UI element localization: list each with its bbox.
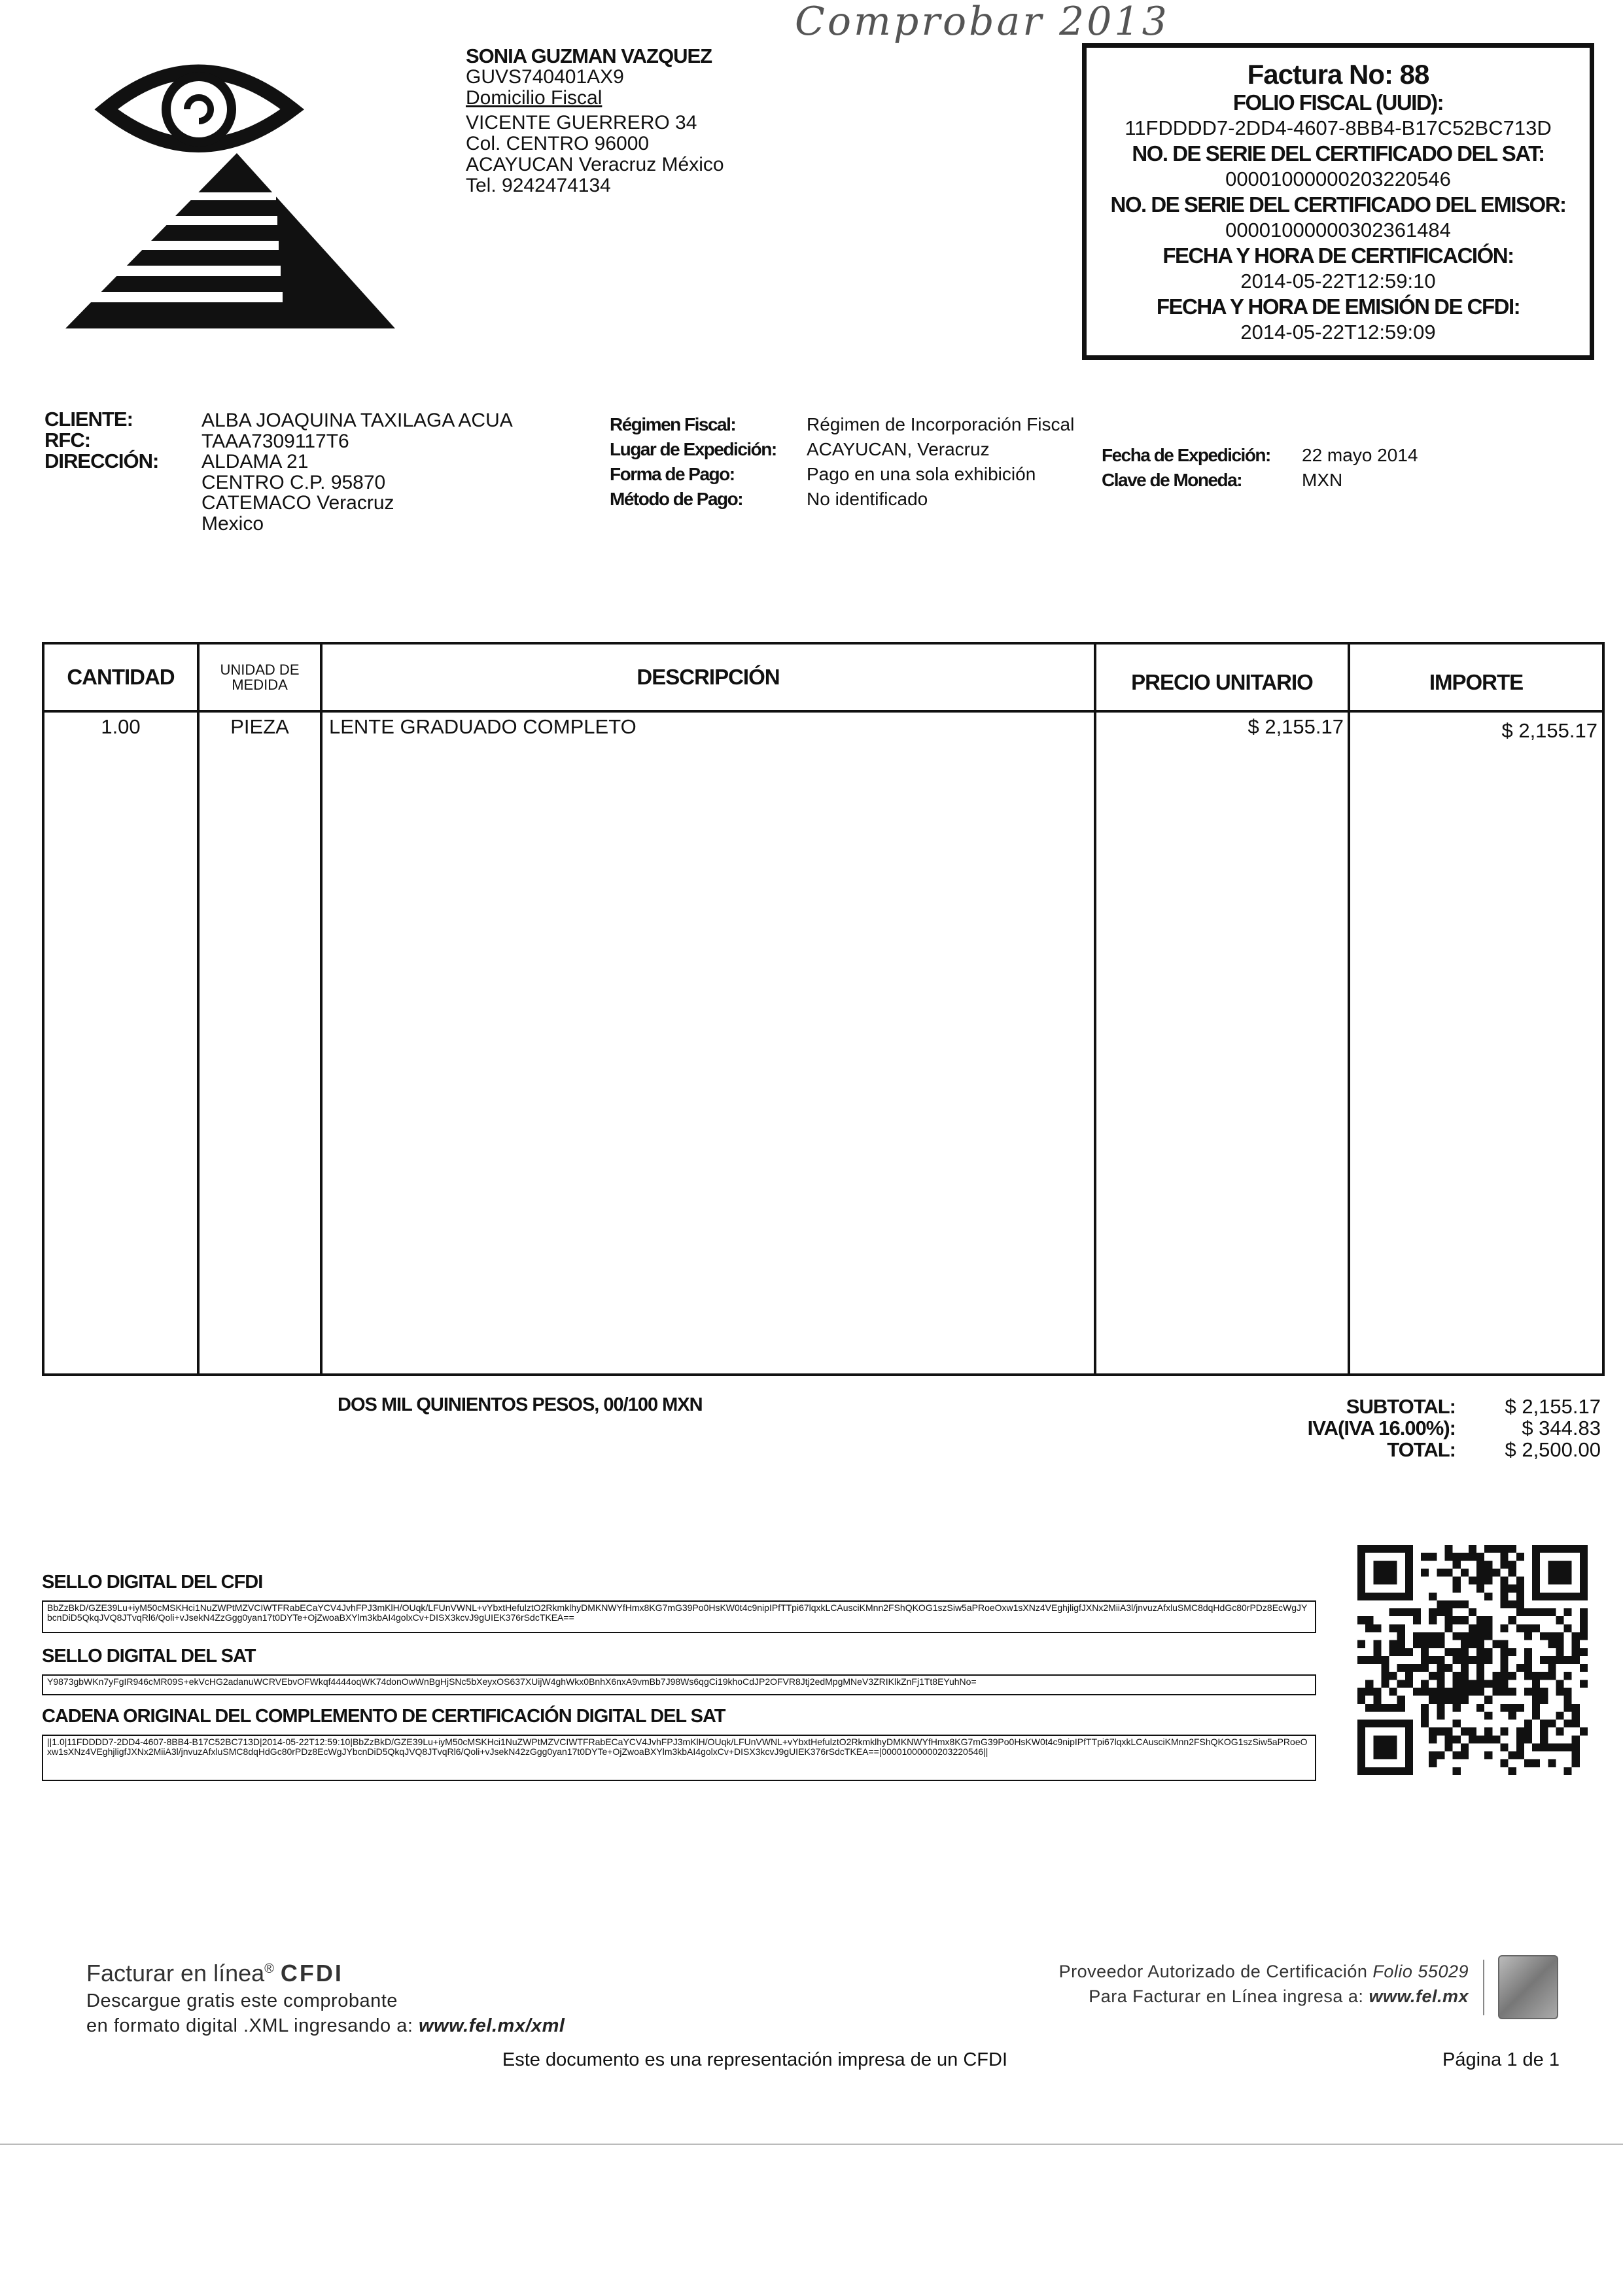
header-unidad [200, 645, 320, 710]
header-importe: IMPORTE [1429, 670, 1524, 694]
header-unidad-line1: UNIDAD DE [220, 662, 300, 678]
totals-values [1465, 1396, 1601, 1460]
rfc-label: RFC: [44, 429, 91, 451]
fecha-moneda-values [1302, 443, 1418, 493]
pac-line2-prefix: Para Facturar en Línea ingresa a: [1089, 1987, 1369, 2006]
subtotal-label: SUBTOTAL: [1346, 1395, 1456, 1418]
representation-note: Este documento es una representación impresa de un CFDI [502, 2049, 1007, 2070]
header-precio: PRECIO UNITARIO [1131, 670, 1313, 694]
iva-value: $ 344.83 [1522, 1417, 1601, 1439]
header-descripcion: DESCRIPCIÓN [637, 665, 780, 689]
moneda-label: Clave de Moneda: [1102, 470, 1242, 490]
header-cantidad: CANTIDAD [67, 665, 175, 689]
fecha-emision-value: 2014-05-22T12:59:09 [1240, 321, 1436, 344]
footer-line1: Descargue gratis este comprobante [86, 1990, 398, 2011]
row-descripcion: LENTE GRADUADO COMPLETO [329, 715, 637, 738]
factura-box [1082, 43, 1594, 360]
lugar-label: Lugar de Expedición: [610, 439, 777, 459]
client-address-3: CATEMACO Veracruz [201, 492, 394, 514]
sello-cfdi-heading: SELLO DIGITAL DEL CFDI [42, 1572, 263, 1593]
forma-value: Pago en una sola exhibición [807, 464, 1036, 484]
client-address-2: CENTRO C.P. 95870 [201, 471, 386, 493]
header-unidad-line2: MEDIDA [232, 677, 288, 693]
folio-value: 11FDDDD7-2DD4-4607-8BB4-B17C52BC713D [1125, 116, 1552, 139]
metodo-value: No identificado [807, 489, 928, 509]
direccion-label: DIRECCIÓN: [44, 450, 159, 472]
metodo-label: Método de Pago: [610, 489, 743, 509]
issuer-phone: Tel. 9242474134 [466, 175, 611, 196]
pac-prefix: Proveedor Autorizado de Certificación [1058, 1962, 1373, 1981]
pac-line1 [553, 1962, 1469, 1982]
sat-seal-icon [1498, 1955, 1558, 2019]
issuer-colony: Col. CENTRO 96000 [466, 133, 650, 154]
pac-line2 [553, 1987, 1469, 2007]
lugar-value: ACAYUCAN, Veracruz [807, 439, 990, 459]
page-number: Página 1 de 1 [1442, 2049, 1560, 2070]
amount-in-words: DOS MIL QUINIENTOS PESOS, 00/100 MXN [338, 1394, 703, 1415]
table-col-divider [320, 645, 323, 1373]
issuer-street: VICENTE GUERRERO 34 [466, 112, 697, 133]
client-values [201, 410, 513, 534]
issuer-name: SONIA GUZMAN VAZQUEZ [466, 44, 712, 67]
footer-brand-reg: ® [264, 1962, 274, 1976]
row-importe: $ 2,155.17 [1501, 719, 1597, 742]
pac-link[interactable]: www.fel.mx [1369, 1987, 1469, 2006]
footer-line2-prefix: en formato digital .XML ingresando a: [86, 2015, 419, 2036]
table-col-divider [197, 645, 200, 1373]
row-precio: $ 2,155.17 [1248, 715, 1344, 738]
regimen-value: Régimen de Incorporación Fiscal [807, 414, 1075, 434]
fecha-cert-label: FECHA Y HORA DE CERTIFICACIÓN: [1162, 243, 1514, 268]
footer-brand-cfdi: CFDI [280, 1960, 343, 1987]
fecha-moneda-labels [1102, 443, 1270, 493]
moneda-value: MXN [1302, 470, 1343, 490]
client-labels [44, 409, 158, 472]
row-unidad: PIEZA [230, 715, 289, 738]
subtotal-value: $ 2,155.17 [1505, 1395, 1601, 1418]
issuer-domicilio-label: Domicilio Fiscal [466, 87, 602, 109]
footer-xml-link[interactable]: www.fel.mx/xml [418, 2015, 565, 2036]
client-rfc: TAAA7309117T6 [201, 430, 349, 452]
forma-label: Forma de Pago: [610, 464, 735, 484]
bottom-rule [0, 2144, 1623, 2145]
factura-number: Factura No: 88 [1247, 59, 1429, 90]
fiscal-labels [610, 412, 777, 512]
footer-brand [86, 1960, 343, 1987]
cadena-original-heading: CADENA ORIGINAL DEL COMPLEMENTO DE CERTIFICACIÓN DIGITAL DEL SAT [42, 1706, 725, 1727]
sello-sat-heading: SELLO DIGITAL DEL SAT [42, 1646, 256, 1667]
fiscal-values [807, 412, 1074, 512]
totals-labels [1217, 1396, 1456, 1460]
pac-folio: Folio 55029 [1372, 1962, 1469, 1981]
row-cantidad: 1.00 [101, 715, 141, 738]
iva-label: IVA(IVA 16.00%): [1307, 1417, 1456, 1439]
items-table [42, 642, 1605, 1376]
fecha-expedicion-label: Fecha de Expedición: [1102, 445, 1270, 465]
eye-pyramid-logo [60, 41, 400, 342]
issuer-rfc: GUVS740401AX9 [466, 66, 624, 88]
regimen-label: Régimen Fiscal: [610, 414, 736, 434]
fecha-cert-value: 2014-05-22T12:59:10 [1240, 270, 1436, 292]
sello-cfdi-box: BbZzBkD/GZE39Lu+iyM50cMSKHci1NuZWPtMZVCIWTFRabECaYCV4JvhFPJ3mKlH/OUqk/LFUnVWNL+vYbxtHefulztO2RkmklhyDMKNWYfHmx8KG7mG39Po0HsKW0t4c9nipIPfTTpi67lqxkLCAusciKMnn2FShQKOG1szSiw5aPRoeOxw1sXNz4VEghjligfJXNx2MiiA3l/jnvuzAfxluSMC8dqHdGc80rPDz8EcWgJYbcnDiD5QkqJVQ8JTvqRl6/Qoli+vJsekN4ZzGgg0yan17t0DYTe+OjZwoaBXYlm3kbAI4golxCv+DISX3kcvJ9gUIEK376rSdcTKEA== [42, 1600, 1316, 1633]
client-address-1: ALDAMA 21 [201, 451, 309, 472]
cert-sat-label: NO. DE SERIE DEL CERTIFICADO DEL SAT: [1132, 141, 1544, 166]
table-col-divider [1094, 645, 1096, 1373]
footer-line2 [86, 2015, 565, 2037]
fecha-emision-label: FECHA Y HORA DE EMISIÓN DE CFDI: [1156, 294, 1520, 319]
sello-sat-box: Y9873gbWKn7yFgIR946cMR09S+ekVcHG2adanuWCRVEbvOFWkqf4444oqWK74donOwWnBgHjSNc5bXeyxOS637XUijW4ghWkx0BnhX6nxA9vmBb7J98Ws6qgCi19khoCdJP2OFVR8Jtj2edMpgMNeV3ZRIKlkZnFj1Tt8EYuhNo= [42, 1674, 1316, 1695]
client-address-4: Mexico [201, 512, 264, 535]
cert-emisor-value: 00001000000302361484 [1225, 219, 1451, 241]
issuer-city: ACAYUCAN Veracruz México [466, 154, 724, 175]
footer-brand-text: Facturar en línea [86, 1960, 265, 1987]
footer-separator [1483, 1960, 1484, 2015]
cadena-original-box: ||1.0|11FDDDD7-2DD4-4607-8BB4-B17C52BC713D|2014-05-22T12:59:10|BbZzBkD/GZE39Lu+iyM50cMSKHci1NuZWPtMZVCIWTFRabECaYCV4JvhFPJ3mKlH/OUqk/LFUnVWNL+vYbxtHefulztO2RkmklhyDMKNWYfHmx8KG7mG39Po0HsKW0t4c9nipIPfTTpi67lqxkLCAusciKMnn2FShQKOG1szSiw5aPRoeOxw1sXNz4VEghjligfJXNx2MiiA3l/jnvuzAfxluSMC8dqHdGc80rPDz8EcWgJYbcnDiD5QkqJVQ8JTvqRl6/Qoli+vJsekN42zGgg0yan17t0DYTe+OjZwoaBXYlm3kbAI4golxCv+DISX3kcvJ9gUIEK376rSdcTKEA==|00001000000203220546|| [42, 1735, 1316, 1781]
qr-code [1357, 1545, 1588, 1775]
table-col-divider [1348, 645, 1350, 1373]
fecha-expedicion-value: 22 mayo 2014 [1302, 445, 1418, 465]
cliente-label: CLIENTE: [44, 408, 133, 431]
total-value: $ 2,500.00 [1505, 1438, 1601, 1461]
folio-label: FOLIO FISCAL (UUID): [1232, 90, 1444, 115]
client-name: ALBA JOAQUINA TAXILAGA ACUA [201, 410, 513, 431]
cert-emisor-label: NO. DE SERIE DEL CERTIFICADO DEL EMISOR: [1110, 192, 1566, 217]
total-label: TOTAL: [1387, 1438, 1456, 1461]
issuer-block [466, 46, 724, 196]
cert-sat-value: 00001000000203220546 [1225, 168, 1451, 190]
handwritten-note: Comprobar 2013 [795, 0, 1170, 44]
